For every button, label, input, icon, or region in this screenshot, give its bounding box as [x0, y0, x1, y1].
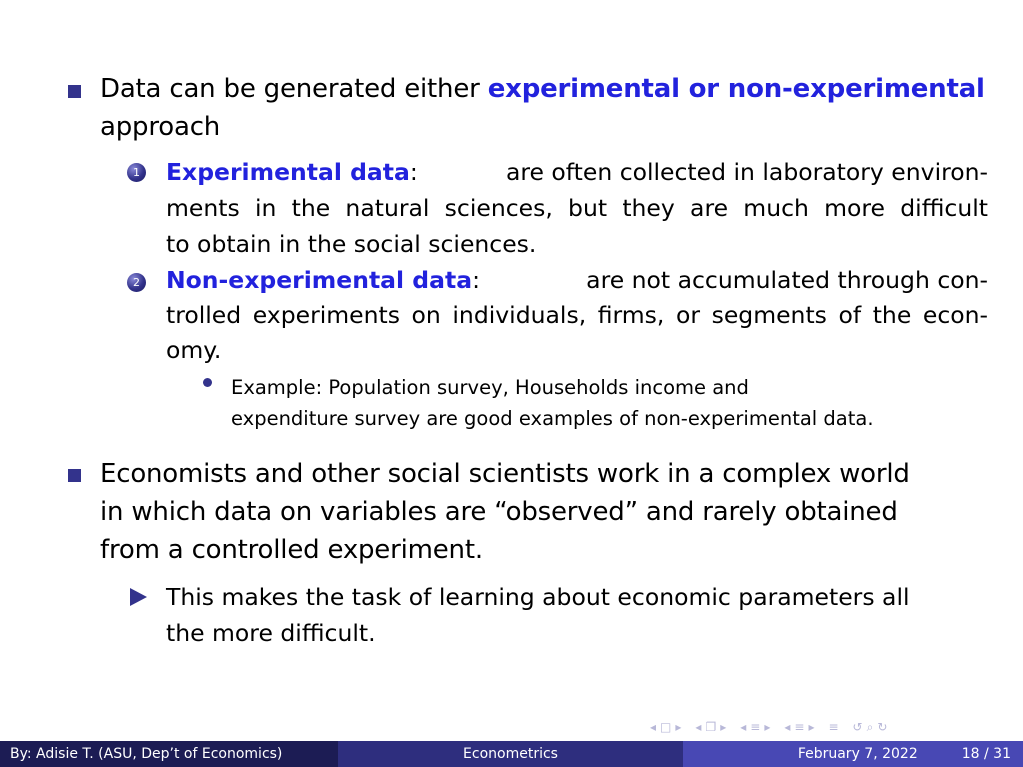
item2-line2: trolled experiments on individuals, firms, or segments of the econ-: [166, 301, 988, 329]
item1-line3: to obtain in the social sciences.: [166, 230, 537, 258]
bullet1-highlight: experimental or non-experimental: [487, 74, 985, 104]
nav-next-frame-icon[interactable]: ▸: [675, 720, 682, 734]
nav-prev-section-icon[interactable]: ◂: [740, 720, 747, 734]
footer-author: By: Adisie T. (ASU, Dep’t of Economics): [0, 741, 338, 767]
bullet-dot-icon: [203, 378, 212, 387]
nav-prev-part-icon[interactable]: ◂: [784, 720, 791, 734]
example-text: [231, 372, 991, 434]
nav-search-icon[interactable]: ⌕: [866, 719, 874, 734]
footer-right: [683, 741, 1023, 767]
nav-part-icon[interactable]: ≡: [794, 720, 805, 734]
item1-line1: Experimental data: are often collected in laboratory environ-: [166, 158, 988, 186]
bullet-square-icon: [68, 469, 81, 482]
nav-back-icon[interactable]: ↺: [852, 720, 863, 734]
enum-ball-1-icon: 1: [127, 163, 146, 182]
navigation-bar: [650, 718, 891, 736]
bullet-triangle-icon: [130, 588, 147, 606]
footer-page-number: 18 / 31: [961, 746, 1011, 762]
item2-line1: Non-experimental data: are not accumulated through con-: [166, 266, 988, 294]
bullet2-line3: from a controlled experiment.: [100, 535, 483, 565]
bullet2-sub-line1: This makes the task of learning about economic parameters all: [166, 583, 910, 611]
item1-line2: ments in the natural sciences, but they are much more difficult: [166, 194, 988, 222]
item1-text: [166, 154, 988, 262]
bullet2-line2: in which data on variables are “observed” and rarely obtained: [100, 497, 898, 527]
nav-subsection-icon[interactable]: ❐: [705, 720, 717, 734]
nav-document-icon[interactable]: ≡: [828, 720, 839, 734]
item1-term: Experimental data: [166, 158, 410, 186]
nav-frame-icon[interactable]: □: [660, 720, 672, 734]
item2-text: [166, 263, 988, 368]
bullet-square-icon: [68, 85, 81, 98]
bullet2-sub-text: [166, 579, 988, 651]
bullet2-line1: Economists and other social scientists work in a complex world: [100, 459, 910, 489]
item2-line3: omy.: [166, 336, 222, 364]
footer-date: February 7, 2022: [797, 746, 918, 762]
nav-section-icon[interactable]: ≡: [750, 720, 761, 734]
bullet1-line2: approach: [100, 112, 221, 142]
enum-ball-2-icon: 2: [127, 273, 146, 292]
example-line1: Example: Population survey, Households income and: [231, 376, 749, 399]
nav-forward-icon[interactable]: ↻: [877, 720, 888, 734]
nav-prev-frame-icon[interactable]: ◂: [650, 720, 657, 734]
item2-term: Non-experimental data: [166, 266, 473, 294]
bullet2-text: [100, 455, 1000, 569]
bullet1-text: [100, 70, 1015, 146]
bullet2-sub-line2: the more difficult.: [166, 619, 376, 647]
nav-next-section-icon[interactable]: ▸: [764, 720, 771, 734]
footer-title: Econometrics: [338, 741, 683, 767]
bullet1-line1: Data can be generated either experimental or non-experimental: [100, 74, 985, 104]
nav-prev-subsection-icon[interactable]: ◂: [695, 720, 702, 734]
example-line2: expenditure survey are good examples of non-experimental data.: [231, 407, 874, 430]
nav-next-subsection-icon[interactable]: ▸: [720, 720, 727, 734]
footer: [0, 741, 1023, 767]
nav-next-part-icon[interactable]: ▸: [808, 720, 815, 734]
